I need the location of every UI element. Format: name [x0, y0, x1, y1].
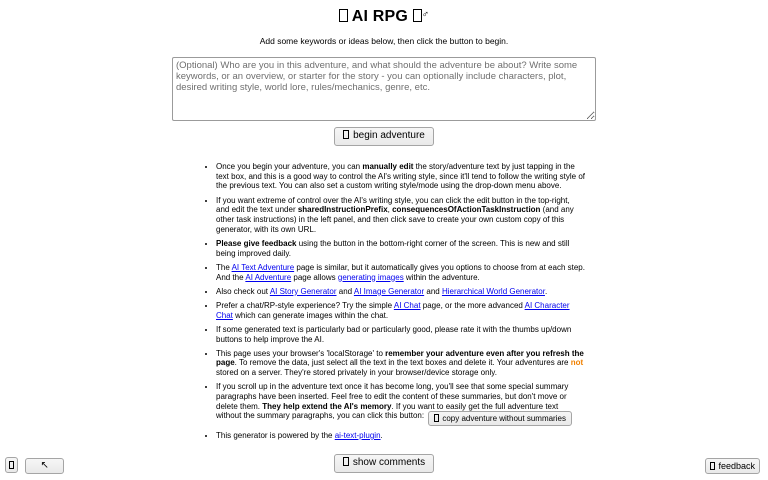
show-comments-label: show comments: [352, 457, 426, 469]
inline-link[interactable]: AI Story Generator: [269, 286, 337, 296]
text-segment: and: [336, 286, 354, 296]
bottom-right-controls: [705, 456, 760, 474]
clipboard-emoji-icon: [434, 414, 439, 422]
text-segment: The: [216, 262, 232, 272]
inline-link[interactable]: AI Character Chat: [216, 300, 570, 320]
list-item: [216, 162, 585, 191]
feedback-label: feedback: [718, 461, 755, 471]
text-segment: If you scroll up in the adventure text once it has become long, you'll see that some special summary paragraphs have been inserted. Feel free to edit the content of these summaries, but don't move or delete them.: [216, 382, 569, 411]
list-item: [216, 431, 585, 441]
speech-bubble-emoji-icon: [710, 462, 715, 470]
text-segment: This generator is powered by the: [216, 430, 335, 440]
list-item: [216, 239, 585, 258]
text-segment: ,: [387, 205, 393, 215]
arrow-up-left-icon: ↖: [40, 460, 49, 471]
text-segment: . If you want to easily get the full adventure text without the summary paragraphs, you can click this button:: [216, 401, 559, 421]
text-segment: If some generated text is particularly bad or particularly good, please rate it with the thumbs up/down buttons to help improve the AI.: [216, 324, 572, 344]
text-segment: using the button in the bottom-right corner of the screen. This is new and still being improved daily.: [216, 238, 570, 258]
text-segment: If you want extreme of control over the AI's writing style, you can click the edit button in the top-right, and edit the text under: [216, 195, 570, 215]
inline-link[interactable]: AI Chat: [393, 300, 421, 310]
list-item: [216, 301, 585, 320]
inline-link[interactable]: AI Adventure: [245, 272, 292, 282]
text-segment: page is similar, but it automatically gives you options to choose from at each step. And the: [216, 262, 585, 282]
begin-adventure-label: begin adventure: [353, 130, 425, 141]
text-segment: They help extend the AI's memory: [262, 401, 392, 411]
begin-adventure-button[interactable]: [334, 127, 434, 146]
text-segment: .: [380, 430, 383, 440]
list-item: [216, 325, 585, 344]
text-segment: .: [544, 286, 548, 296]
text-segment: the story/adventure text by just tapping in the text box, and this is a good way to control the AI's writing style, since it'll tend to follow the writing style of the previous text. You can also set a custom writing style/mode using the drop-down menu above.: [216, 162, 586, 191]
male-sign-glyph: ♂: [421, 9, 430, 20]
bottom-left-emoji-button[interactable]: [5, 457, 18, 473]
text-segment: which can generate images within the chat.: [232, 310, 389, 320]
adventure-prompt-input[interactable]: [172, 57, 596, 121]
list-item: [216, 287, 585, 297]
list-item: [216, 349, 585, 378]
text-segment: Once you begin your adventure, you can: [216, 162, 363, 171]
bottom-left-controls: [5, 455, 64, 474]
scroll-to-top-button[interactable]: [25, 458, 63, 474]
text-segment: not: [570, 358, 584, 368]
page-title: [0, 8, 768, 26]
wand-emoji-icon: [343, 130, 349, 139]
text-segment: . To remove the data, just select all the text in the text boxes and delete it. Your adventures are: [234, 358, 571, 368]
inline-link[interactable]: AI Image Generator: [353, 286, 425, 296]
text-segment: page allows: [291, 272, 338, 282]
text-segment: Please give feedback: [216, 238, 297, 248]
copy-adventure-button[interactable]: copy adventure without summaries: [428, 411, 572, 426]
text-segment: This page uses your browser's 'localStorage' to: [216, 348, 386, 358]
feedback-button[interactable]: [705, 458, 760, 474]
text-segment: page, or the more advanced: [420, 300, 525, 310]
show-comments-button[interactable]: [334, 454, 434, 473]
page-subtitle: Add some keywords or ideas below, then click the button to begin.: [259, 36, 509, 46]
page-title-text: AI RPG: [351, 8, 409, 25]
inline-link[interactable]: AI Text Adventure: [231, 262, 295, 272]
text-segment: remember your adventure even after you refresh the page: [216, 348, 584, 368]
inline-link[interactable]: Hierarchical World Generator: [441, 286, 545, 296]
dice-emoji-icon: [339, 9, 348, 22]
mage-emoji-icon: [413, 9, 422, 22]
text-segment: (and any other task instructions) in the left panel, and then click save to create your own custom copy of this generator, with its own URL.: [216, 205, 574, 234]
emoji-placeholder-icon: [9, 461, 14, 469]
list-item: [216, 263, 585, 282]
text-segment: and: [424, 286, 442, 296]
inline-link[interactable]: generating images: [337, 272, 404, 282]
text-segment: within the adventure.: [403, 272, 480, 282]
list-item: [216, 382, 585, 426]
inline-link[interactable]: ai-text-plugin: [334, 430, 381, 440]
text-segment: Also check out: [216, 286, 270, 296]
text-segment: consequencesOfActionTaskInstruction: [392, 205, 541, 215]
info-list: [183, 162, 585, 441]
text-segment: sharedInstructionPrefix: [297, 205, 388, 215]
text-segment: manually edit: [362, 162, 414, 171]
list-item: [216, 196, 585, 235]
text-segment: Prefer a chat/RP-style experience? Try the simple: [216, 300, 394, 310]
text-segment: stored on a server. They're stored privately in your browser/device storage only.: [216, 368, 497, 378]
speech-bubble-emoji-icon: [343, 457, 349, 466]
